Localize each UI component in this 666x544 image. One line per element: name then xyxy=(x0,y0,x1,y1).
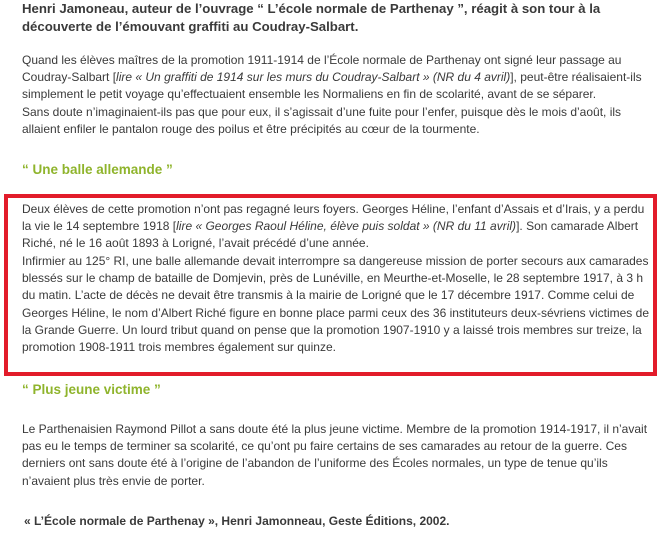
intro-paragraph-2: Sans doute n’imaginaient-ils pas que pour eux, il s’agissait d’une fuite pour l’enfer, puisque dès le mois d’août, ils allaient enfiler le pantalon rouge des poilus et être précipités au cœur de la tourmente. xyxy=(22,105,622,137)
section1-paragraph-1 xyxy=(22,201,652,253)
section-title-plus-jeune-victime: “ Plus jeune victime ” xyxy=(22,382,161,397)
section1-text-b: ]. Son camarade Albert Riché, né le 16 août 1893 à Lorigné, l’avait précédé d’une année. xyxy=(22,219,639,251)
intro-text-a: Quand les élèves maîtres de la promotion 1911-1914 de l’École normale de Parthenay ont signé leur passage au Coudray-Salbart [ xyxy=(22,53,622,85)
intro-paragraph-1 xyxy=(22,52,652,104)
book-credit: « L’École normale de Parthenay », Henri Jamonneau, Geste Éditions, 2002. xyxy=(24,514,450,528)
intro-text-b: ], peut-être réalisaient-ils simplement le petit voyage qu’effectuaient ensemble les Normaliens en fin de scolarité, avant de se séparer. xyxy=(22,70,642,102)
section1-reference: lire « Georges Raoul Héline, élève puis soldat » (NR du 11 avril) xyxy=(176,219,517,234)
section2-paragraph-1: Le Parthenaisien Raymond Pillot a sans doute été la plus jeune victime. Membre de la promotion 1914-1917, il n’avait pas eu le temps de terminer sa scolarité, ce qu’ont pu faire certains de ses camarades au retour de la guerre. Ces derniers ont sans doute été à l’origine de l’abandon de l’uniforme des Écoles normales, un type de tenue qu’ils n’avaient plus très envie de porter. xyxy=(22,422,648,488)
section1-paragraph-2: Infirmier au 125° RI, une balle allemande devait interrompre sa dangereuse mission de porter secours aux camarades blessés sur le champ de bataille de Domjevin, près de Lunéville, en Meurthe-et-Moselle, le 28 septembre 1917, à 3 h du matin. L’acte de décès ne devait être transmis à la mairie de Lorigné que le 17 décembre 1917. Comme celui de Georges Héline, le nom d’Albert Riché figure en bonne place parmi ceux des 36 instituteurs deux-sévriens victimes de la Grande Guerre. Un lourd tribut quand on pense que la promotion 1907-1910 y a laissé trois membres sur treize, la promotion 1908-1911 trois membres également sur quinze. xyxy=(22,254,649,355)
section-title-balle-allemande: “ Une balle allemande ” xyxy=(22,162,173,177)
intro-reference: lire « Un graffiti de 1914 sur les murs du Coudray-Salbart » (NR du 4 avril) xyxy=(116,70,511,85)
article-headline: Henri Jamoneau, auteur de l’ouvrage “ L’école normale de Parthenay ”, réagit à son tour à la découverte de l’émouvant graffiti au Coudray-Salbart. xyxy=(22,1,601,34)
section1-text-a: Deux élèves de cette promotion n’ont pas regagné leurs foyers. Georges Héline, l’enfant d’Assais et d’Irais, y a perdu la vie le 14 septembre 1918 [ xyxy=(22,202,645,234)
